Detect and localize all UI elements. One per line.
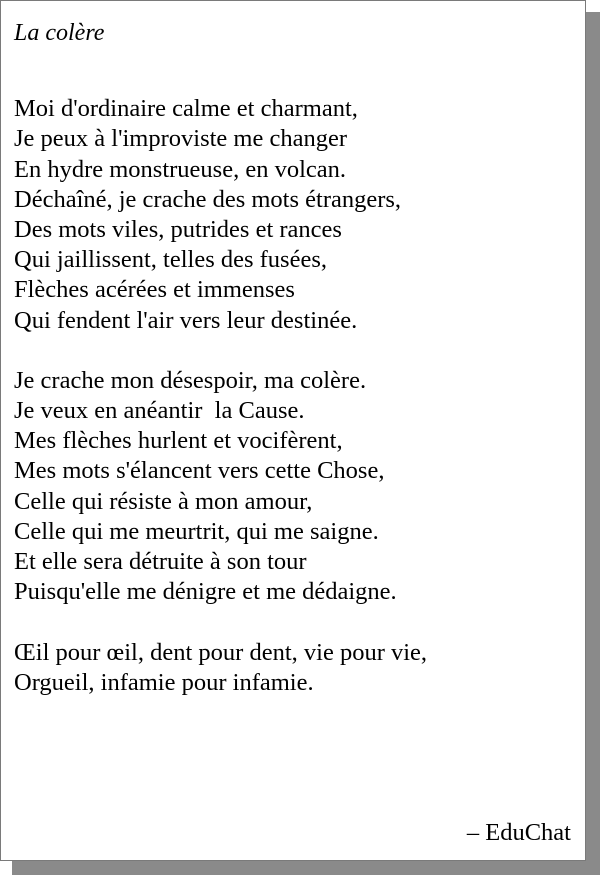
verse-line: Qui jaillissent, telles des fusées,: [14, 246, 327, 274]
verse-line: Qui fendent l'air vers leur destinée.: [14, 306, 358, 334]
verse-line: En hydre monstrueuse, en volcan.: [14, 155, 347, 183]
verse-line: Je peux à l'improviste me changer: [14, 125, 348, 153]
poem-author: – EduChat: [466, 819, 571, 846]
verse-line: Œil pour œil, dent pour dent, vie pour vie,: [14, 638, 428, 666]
verse-line: Déchaîné, je crache des mots étrangers,: [14, 185, 402, 213]
stanza-2: [14, 366, 574, 608]
verse-line: Mes mots s'élancent vers cette Chose,: [14, 457, 385, 485]
verse-line: Je veux en anéantir la Cause.: [14, 397, 305, 425]
verse-line: Flèches acérées et immenses: [14, 276, 295, 304]
verse-line: Moi d'ordinaire calme et charmant,: [14, 95, 358, 123]
verse-line: Je crache mon désespoir, ma colère.: [14, 366, 367, 394]
stanza-1: [14, 94, 574, 336]
poem-body: [14, 18, 574, 698]
verse-line: Des mots viles, putrides et rances: [14, 215, 342, 243]
verse-line: Et elle sera détruite à son tour: [14, 548, 307, 575]
poem-title: La colère: [14, 20, 105, 46]
verse-line: Celle qui résiste à mon amour,: [14, 487, 313, 515]
verse-line: Mes flèches hurlent et vocifèrent,: [14, 427, 343, 455]
stanza-3: [14, 638, 574, 698]
verse-line: Orgueil, infamie pour infamie.: [14, 668, 314, 696]
verse-line: Celle qui me meurtrit, qui me saigne.: [14, 517, 379, 545]
verse-line: Puisqu'elle me dénigre et me dédaigne.: [14, 578, 397, 606]
